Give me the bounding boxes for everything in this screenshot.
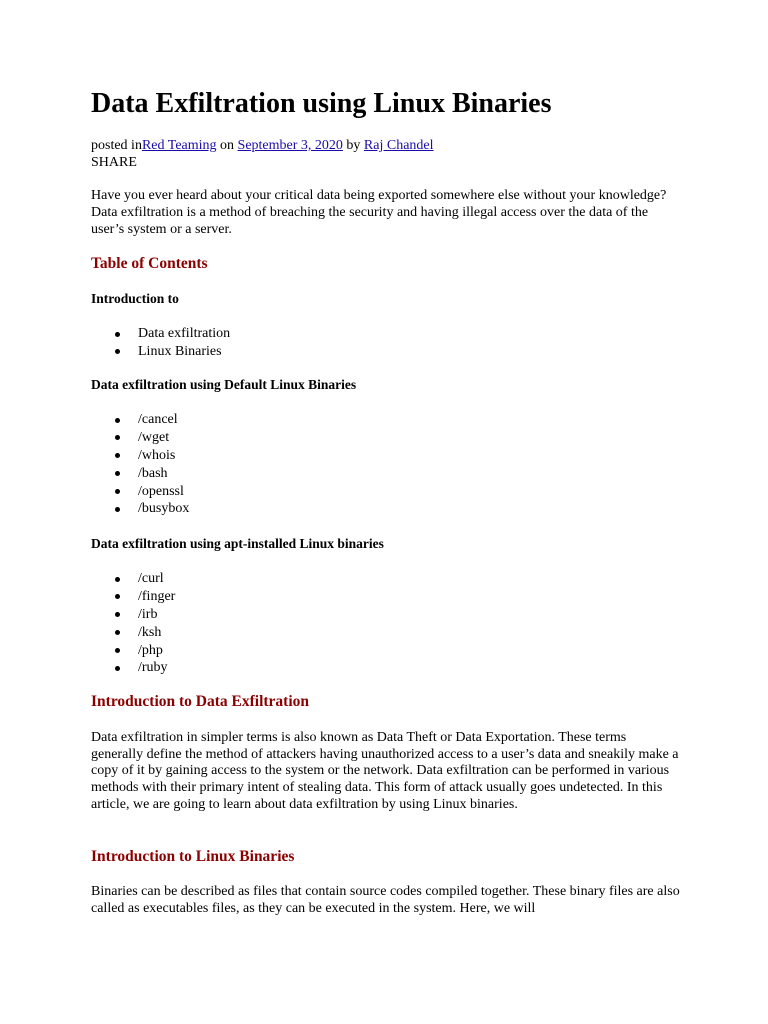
list-item: /ksh bbox=[91, 624, 591, 642]
toc-section-introduction: Introduction to bbox=[91, 291, 179, 306]
article-title: Data Exfiltration using Linux Binaries bbox=[91, 88, 552, 119]
list-item: /busybox bbox=[91, 500, 591, 518]
by-label: by bbox=[342, 138, 364, 153]
section-heading-linux-binaries: Introduction to Linux Binaries bbox=[91, 848, 295, 865]
list-item: /php bbox=[91, 642, 591, 660]
bullet-icon bbox=[115, 630, 120, 635]
bullet-icon bbox=[115, 507, 120, 512]
toc-section-default-binaries: Data exfiltration using Default Linux Binaries bbox=[91, 377, 357, 392]
section-body-linux-binaries: Binaries can be described as files that contain source codes compiled together. These binary files are also called as executables files, as they can be executed in the system. Here, we will bbox=[91, 884, 680, 916]
list-item: /finger bbox=[91, 588, 591, 606]
list-item: Data exfiltration bbox=[91, 325, 591, 343]
bullet-icon bbox=[115, 349, 120, 354]
list-item: /curl bbox=[91, 570, 591, 588]
list-item: /cancel bbox=[91, 411, 591, 429]
bullet-icon bbox=[115, 577, 120, 582]
author-link[interactable]: Raj Chandel bbox=[363, 138, 434, 153]
list-item: /irb bbox=[91, 606, 591, 624]
list-item: /openssl bbox=[91, 483, 591, 501]
date-link[interactable]: September 3, 2020 bbox=[237, 138, 343, 153]
bullet-icon bbox=[115, 471, 120, 476]
bullet-icon bbox=[115, 435, 120, 440]
toc-list-introduction bbox=[91, 325, 591, 361]
toc-list-apt-binaries bbox=[91, 570, 591, 677]
section-body-data-exfiltration: Data exfiltration in simpler terms is also known as Data Theft or Data Exportation. These terms generally define the method of attackers having unauthorized access to a user’s data and sneakily make a copy of it by gaining access to the system or the network. Data exfiltration can be performed in various methods with their primary intent of stealing data. This form of attack usually goes undetected. In this article, we are going to learn about data exfiltration by using Linux binaries. bbox=[91, 730, 679, 812]
list-item: Linux Binaries bbox=[91, 343, 591, 361]
bullet-icon bbox=[115, 332, 120, 337]
list-item: /whois bbox=[91, 447, 591, 465]
bullet-icon bbox=[115, 453, 120, 458]
list-item: /bash bbox=[91, 465, 591, 483]
list-item: /ruby bbox=[91, 659, 591, 677]
category-link[interactable]: Red Teaming bbox=[141, 138, 217, 153]
bullet-icon bbox=[115, 418, 120, 423]
bullet-icon bbox=[115, 489, 120, 494]
article-meta bbox=[91, 137, 691, 171]
bullet-icon bbox=[115, 648, 120, 653]
bullet-icon bbox=[115, 666, 120, 671]
posted-in-label: posted in bbox=[91, 138, 142, 153]
share-label: SHARE bbox=[91, 155, 137, 170]
section-heading-data-exfiltration: Introduction to Data Exfiltration bbox=[91, 693, 310, 710]
list-item: /wget bbox=[91, 429, 591, 447]
toc-heading: Table of Contents bbox=[91, 255, 208, 272]
intro-paragraph: Have you ever heard about your critical data being exported somewhere else without your knowledge? Data exfiltration is a method of breaching the security and having illegal access over the data of the user’s system or a server. bbox=[91, 188, 667, 237]
bullet-icon bbox=[115, 612, 120, 617]
toc-section-apt-binaries: Data exfiltration using apt-installed Linux binaries bbox=[91, 536, 384, 551]
bullet-icon bbox=[115, 594, 120, 599]
on-label: on bbox=[216, 138, 238, 153]
toc-list-default-binaries bbox=[91, 411, 591, 518]
